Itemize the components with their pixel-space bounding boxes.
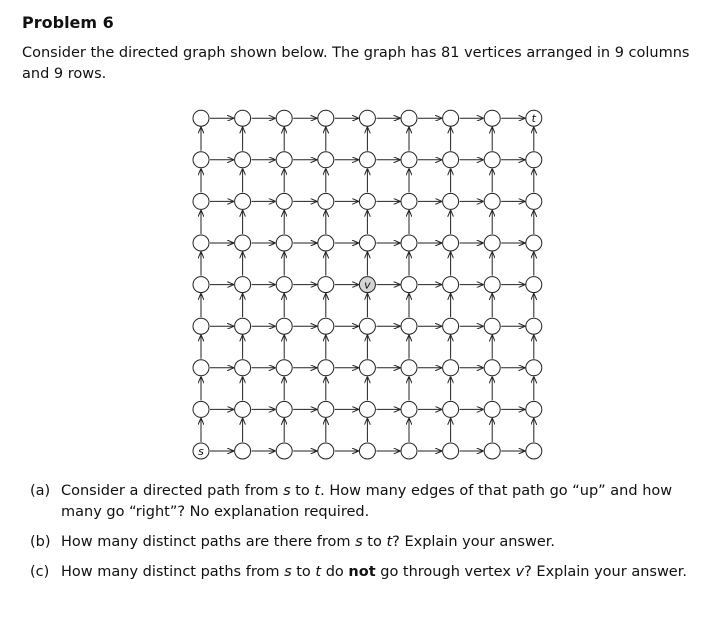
vertex	[443, 360, 459, 376]
vertex	[359, 318, 375, 334]
vertex	[526, 401, 542, 417]
vertex	[526, 235, 542, 251]
question-c-text-1: How many distinct paths from	[61, 564, 285, 580]
vertex	[443, 152, 459, 168]
question-c-text-4: go through vertex	[375, 564, 516, 580]
target-label: t	[531, 112, 536, 126]
vertex	[318, 235, 334, 251]
vertex	[235, 443, 251, 459]
vertex	[484, 235, 500, 251]
vertex	[526, 152, 542, 168]
vertex	[484, 318, 500, 334]
math-t: t	[386, 534, 393, 550]
math-t: t	[315, 564, 322, 580]
vertex	[193, 152, 209, 168]
vertex	[443, 318, 459, 334]
math-t: t	[314, 483, 321, 499]
vertex	[276, 360, 292, 376]
vertex	[526, 277, 542, 293]
vertex	[526, 360, 542, 376]
vertex-v-label: v	[364, 278, 371, 292]
vertex	[235, 360, 251, 376]
question-b-text-3: ? Explain your answer.	[392, 534, 555, 550]
math-v: v	[515, 564, 525, 580]
vertex	[443, 110, 459, 126]
question-a-text-2: to	[290, 483, 315, 499]
vertex	[276, 401, 292, 417]
vertex	[401, 152, 417, 168]
vertex	[318, 401, 334, 417]
graph-vertices	[193, 110, 542, 459]
vertex	[276, 235, 292, 251]
question-a	[30, 481, 672, 523]
vertex	[484, 277, 500, 293]
vertex	[235, 152, 251, 168]
vertex	[235, 401, 251, 417]
vertex	[401, 193, 417, 209]
vertex	[193, 318, 209, 334]
vertex	[235, 110, 251, 126]
vertex	[318, 318, 334, 334]
vertex	[193, 401, 209, 417]
vertex	[318, 443, 334, 459]
vertex	[318, 360, 334, 376]
question-b-label: (b)	[30, 534, 51, 550]
source-label: s	[198, 445, 204, 458]
vertex	[443, 443, 459, 459]
vertex	[193, 360, 209, 376]
vertex	[359, 110, 375, 126]
vertex	[401, 401, 417, 417]
vertex	[318, 277, 334, 293]
vertex	[401, 235, 417, 251]
vertex	[484, 443, 500, 459]
math-s: s	[283, 483, 291, 499]
question-c-text-2: to	[291, 564, 316, 580]
vertex	[526, 443, 542, 459]
question-b-text-2: to	[362, 534, 387, 550]
vertex	[318, 193, 334, 209]
intro-line-2: and 9 rows.	[22, 66, 107, 82]
question-b-text-1: How many distinct paths are there from	[61, 534, 356, 550]
math-s: s	[355, 534, 363, 550]
question-a-label: (a)	[30, 483, 51, 499]
vertex	[359, 152, 375, 168]
vertex	[401, 110, 417, 126]
vertex	[401, 277, 417, 293]
vertex	[318, 110, 334, 126]
vertex	[318, 152, 334, 168]
vertex	[276, 193, 292, 209]
vertex	[526, 193, 542, 209]
vertex	[193, 235, 209, 251]
vertex	[359, 235, 375, 251]
vertex	[235, 193, 251, 209]
vertex	[443, 193, 459, 209]
vertex	[401, 360, 417, 376]
question-c-text-5: ? Explain your answer.	[524, 564, 687, 580]
vertex	[359, 360, 375, 376]
emphasis-not: not	[348, 564, 376, 580]
vertex	[276, 110, 292, 126]
question-a-text-3: . How many edges of that path go “up” and how	[320, 483, 673, 499]
vertex	[359, 193, 375, 209]
vertex	[276, 277, 292, 293]
question-b	[30, 532, 555, 553]
vertex	[484, 110, 500, 126]
intro-line-1: Consider the directed graph shown below. The graph has 81 vertices arranged in 9 columns	[22, 45, 690, 61]
vertex	[235, 277, 251, 293]
vertex	[484, 401, 500, 417]
question-a-text-4: many go “right”? No explanation required.	[61, 504, 370, 520]
vertex	[235, 318, 251, 334]
vertex	[526, 318, 542, 334]
vertex	[359, 443, 375, 459]
vertex	[401, 443, 417, 459]
vertex	[193, 110, 209, 126]
question-c-label: (c)	[30, 564, 50, 580]
vertex	[359, 401, 375, 417]
math-s: s	[284, 564, 292, 580]
problem-title: Problem 6	[22, 13, 114, 32]
vertex	[443, 401, 459, 417]
vertex	[276, 152, 292, 168]
vertex	[235, 235, 251, 251]
question-c	[30, 562, 687, 583]
vertex	[484, 152, 500, 168]
vertex	[193, 277, 209, 293]
question-c-text-3: do	[321, 564, 349, 580]
vertex	[443, 235, 459, 251]
vertex	[443, 277, 459, 293]
vertex	[276, 318, 292, 334]
question-a-text-1: Consider a directed path from	[61, 483, 284, 499]
vertex	[276, 443, 292, 459]
vertex	[401, 318, 417, 334]
vertex	[193, 193, 209, 209]
vertex	[484, 193, 500, 209]
vertex	[484, 360, 500, 376]
